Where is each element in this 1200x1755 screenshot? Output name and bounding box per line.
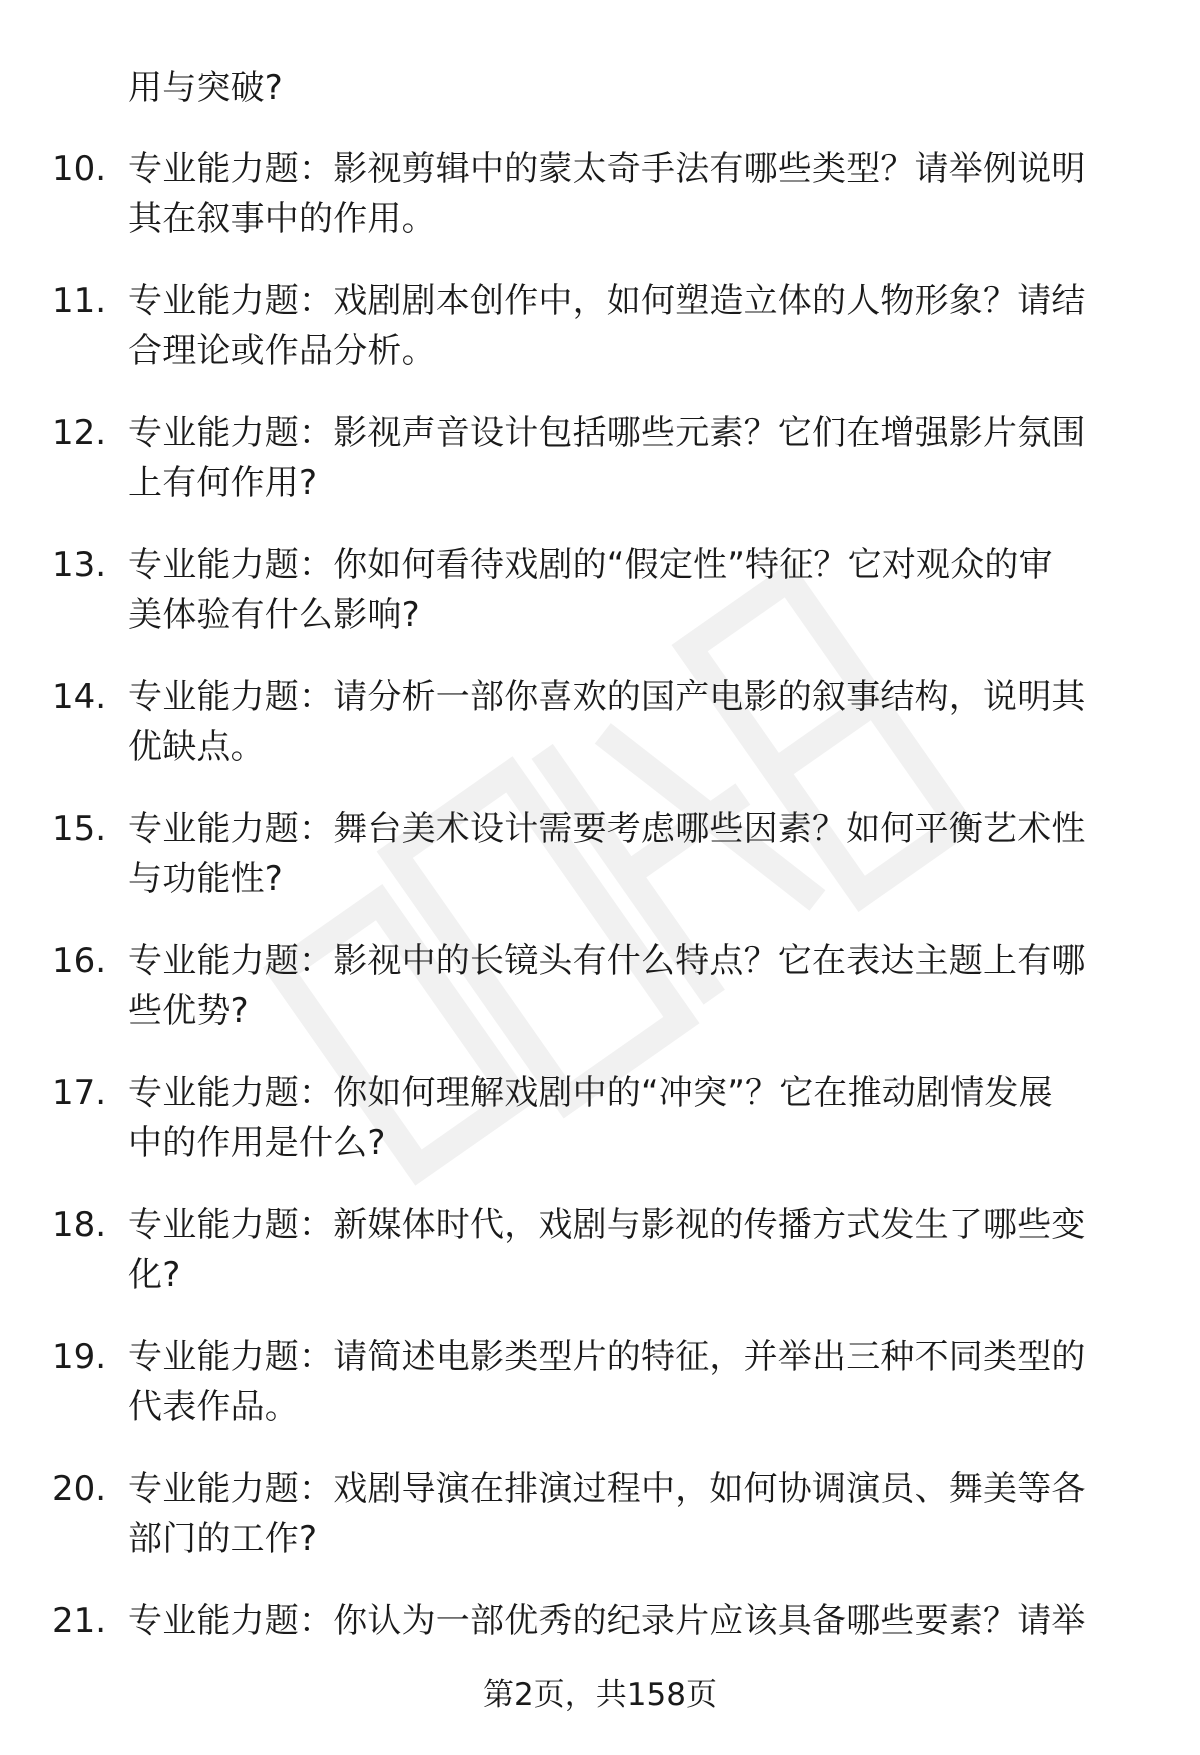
question-text-line: 专业能力题：请分析一部你喜欢的国产电影的叙事结构，说明其 (128, 677, 1086, 717)
question-text-line: 专业能力题：舞台美术设计需要考虑哪些因素？如何平衡艺术性 (128, 809, 1086, 849)
question-text-line: 代表作品。 (128, 1387, 299, 1427)
question-text-line: 其在叙事中的作用。 (128, 199, 436, 239)
question-number: 12. (52, 413, 107, 453)
question-text-line: 专业能力题：影视声音设计包括哪些元素？它们在增强影片氛围 (128, 413, 1086, 453)
question-number: 14. (52, 677, 107, 717)
question-text-line: 专业能力题：影视中的长镜头有什么特点？它在表达主题上有哪 (128, 941, 1086, 981)
question-number: 19. (52, 1337, 107, 1377)
question-number: 13. (52, 545, 107, 585)
question-text-line: 与功能性? (128, 859, 284, 899)
question-text-line: 专业能力题：戏剧剧本创作中，如何塑造立体的人物形象？请结 (128, 281, 1086, 321)
question-number: 10. (52, 149, 107, 189)
question-text-line: 上有何作用? (128, 463, 318, 503)
page-number-footer: 第2页，共158页 (483, 1677, 717, 1713)
question-text-line: 专业能力题：影视剪辑中的蒙太奇手法有哪些类型？请举例说明 (128, 149, 1086, 189)
question-text-line: 专业能力题：新媒体时代，戏剧与影视的传播方式发生了哪些变 (128, 1205, 1086, 1245)
question-text-line: 化? (128, 1255, 181, 1295)
question-text-line: 用与突破? (128, 68, 284, 108)
question-number: 11. (52, 281, 107, 321)
question-text-line: 专业能力题：请简述电影类型片的特征，并举出三种不同类型的 (128, 1337, 1086, 1377)
question-text-line: 部门的工作? (128, 1519, 318, 1559)
question-text-line: 专业能力题：你认为一部优秀的纪录片应该具备哪些要素？请举 (128, 1601, 1086, 1641)
question-number: 21. (52, 1601, 107, 1641)
question-text-line: 专业能力题：戏剧导演在排演过程中，如何协调演员、舞美等各 (128, 1469, 1086, 1509)
question-number: 18. (52, 1205, 107, 1245)
question-text-line: 些优势? (128, 991, 249, 1031)
question-text-line: 合理论或作品分析。 (128, 331, 436, 371)
question-number: 15. (52, 809, 107, 849)
question-text-line: 美体验有什么影响? (128, 595, 420, 635)
question-number: 20. (52, 1469, 107, 1509)
question-number: 16. (52, 941, 107, 981)
question-text-line: 优缺点。 (128, 727, 265, 767)
question-text-line: 专业能力题：你如何看待戏剧的“假定性”特征？它对观众的审 (128, 545, 1053, 585)
question-text-line: 中的作用是什么? (128, 1123, 386, 1163)
question-text-line: 专业能力题：你如何理解戏剧中的“冲突”？它在推动剧情发展 (128, 1073, 1053, 1113)
question-number: 17. (52, 1073, 107, 1113)
